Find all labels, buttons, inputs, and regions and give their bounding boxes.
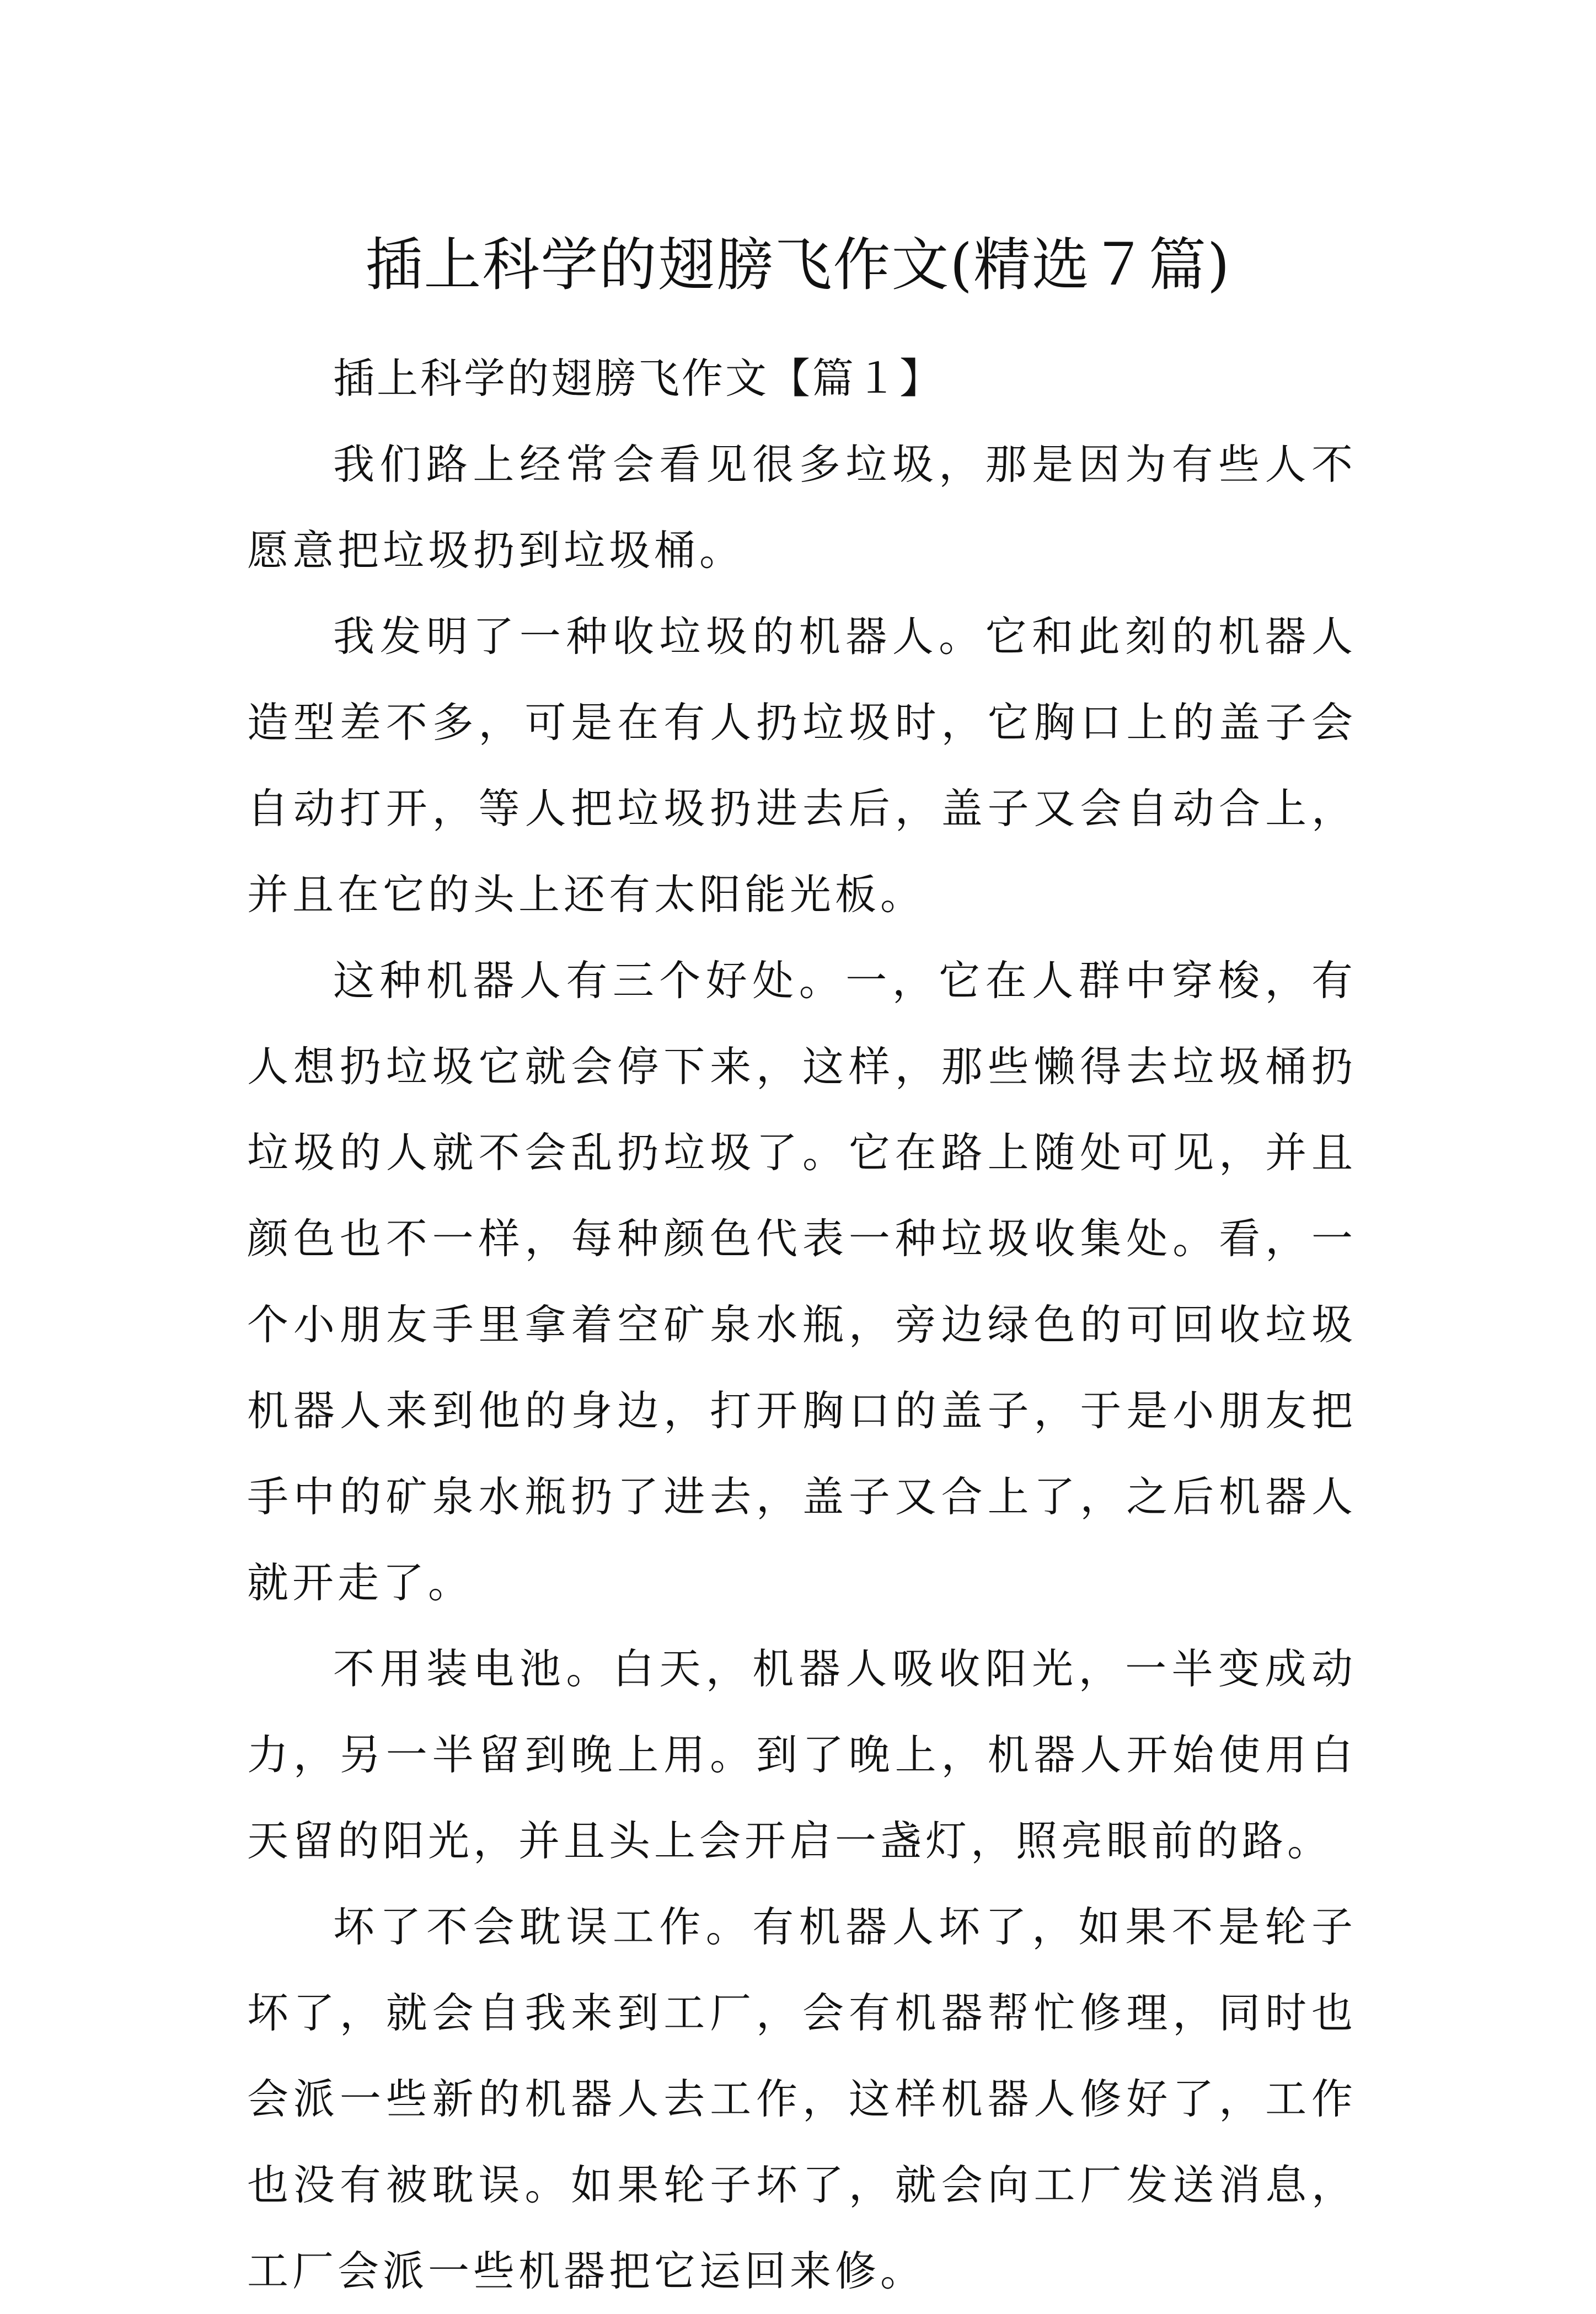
paragraph-2: 我发明了一种收垃圾的机器人。它和此刻的机器人造型差不多，可是在有人扔垃圾时，它胸口上的盖子会自动打开，等人把垃圾扔进去后，盖子又会自动合上，并且在它的头上还有太阳能光板。 — [247, 612, 1357, 919]
paragraph-1: 我们路上经常会看见很多垃圾，那是因为有些人不愿意把垃圾扔到垃圾桶。 — [247, 440, 1357, 575]
paragraph-4: 不用装电池。白天，机器人吸收阳光，一半变成动力，另一半留到晚上用。到了晚上，机器人开始使用白天留的阳光，并且头上会开启一盏灯，照亮眼前的路。 — [247, 1645, 1357, 1865]
document-title: 插上科学的翅膀飞作文(精选７篇) — [365, 231, 1231, 298]
section-heading: 插上科学的翅膀飞作文【篇１】 — [333, 354, 944, 403]
document-body — [247, 335, 1357, 2314]
paragraph-5: 坏了不会耽误工作。有机器人坏了，如果不是轮子坏了，就会自我来到工厂，会有机器帮忙修理，同时也会派一些新的机器人去工作，这样机器人修好了，工作也没有被耽误。如果轮子坏了，就会向工厂发送消息，工厂会派一些机器把它运回来修。 — [247, 1903, 1357, 2295]
paragraph-3: 这种机器人有三个好处。一，它在人群中穿梭，有人想扔垃圾它就会停下来，这样，那些懒得去垃圾桶扔垃圾的人就不会乱扔垃圾了。它在路上随处可见，并且颜色也不一样，每种颜色代表一种垃圾收集处。看，一个小朋友手里拿着空矿泉水瓶，旁边绿色的可回收垃圾机器人来到他的身边，打开胸口的盖子，于是小朋友把手中的矿泉水瓶扔了进去，盖子又合上了，之后机器人就开走了。 — [247, 956, 1357, 1607]
